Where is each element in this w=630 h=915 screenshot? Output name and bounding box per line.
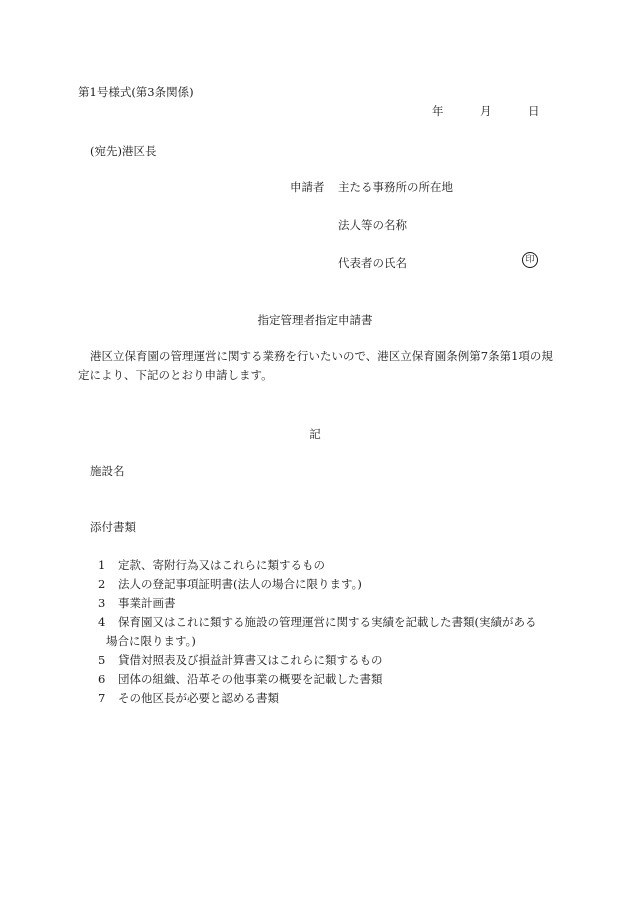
- attachment-number: 3: [98, 596, 106, 610]
- representative-name-label: 代表者の氏名: [338, 256, 407, 270]
- attachment-item: [96, 556, 556, 575]
- attachment-item: [96, 689, 556, 708]
- attachment-text: 保育園又はこれに類する施設の管理運営に関する実績を記載した書類(実績がある: [118, 615, 537, 629]
- date-year-label: 年: [432, 104, 444, 118]
- attachment-text: 貸借対照表及び損益計算書又はこれらに類するもの: [118, 653, 383, 667]
- attachment-number: 7: [98, 691, 106, 705]
- attachment-number: 5: [98, 653, 106, 667]
- attachment-item: [96, 575, 556, 594]
- attachment-list: [96, 556, 556, 708]
- form-number: 第1号様式(第3条関係): [78, 85, 194, 99]
- attachment-text: 定款、寄附行為又はこれらに類するもの: [118, 558, 325, 572]
- attachment-text-continued: 場合に限ります。): [106, 634, 196, 648]
- seal-mark: 印: [522, 252, 538, 268]
- application-body-text: 港区立保育園の管理運営に関する業務を行いたいので、港区立保育園条例第7条第1項の規定により、下記のとおり申請します。: [78, 349, 553, 382]
- attachment-number: 6: [98, 672, 106, 686]
- applicant-label: 申請者: [290, 180, 325, 194]
- document-title: 指定管理者指定申請書: [257, 313, 373, 327]
- attachment-text: その他区長が必要と認める書類: [118, 691, 279, 705]
- attachment-item: [96, 594, 556, 613]
- attachment-number: 1: [98, 558, 106, 572]
- attachments-label: 添付書類: [90, 520, 136, 534]
- attachment-item: [96, 613, 556, 651]
- date-month-label: 月: [480, 104, 492, 118]
- attachment-text: 法人の登記事項証明書(法人の場合に限ります。): [118, 577, 362, 591]
- addressee: (宛先)港区長: [90, 144, 157, 158]
- attachment-number: 2: [98, 577, 106, 591]
- attachment-item: [96, 670, 556, 689]
- ki-heading: 記: [309, 427, 321, 441]
- facility-name-label: 施設名: [90, 464, 125, 478]
- attachment-number: 4: [98, 615, 106, 629]
- attachment-text: 団体の組織、沿革その他事業の概要を記載した書類: [118, 672, 383, 686]
- attachment-text: 事業計画書: [118, 596, 176, 610]
- corporation-name-label: 法人等の名称: [338, 218, 407, 232]
- date-day-label: 日: [528, 104, 540, 118]
- attachment-item: [96, 651, 556, 670]
- office-address-label: 主たる事務所の所在地: [338, 180, 453, 194]
